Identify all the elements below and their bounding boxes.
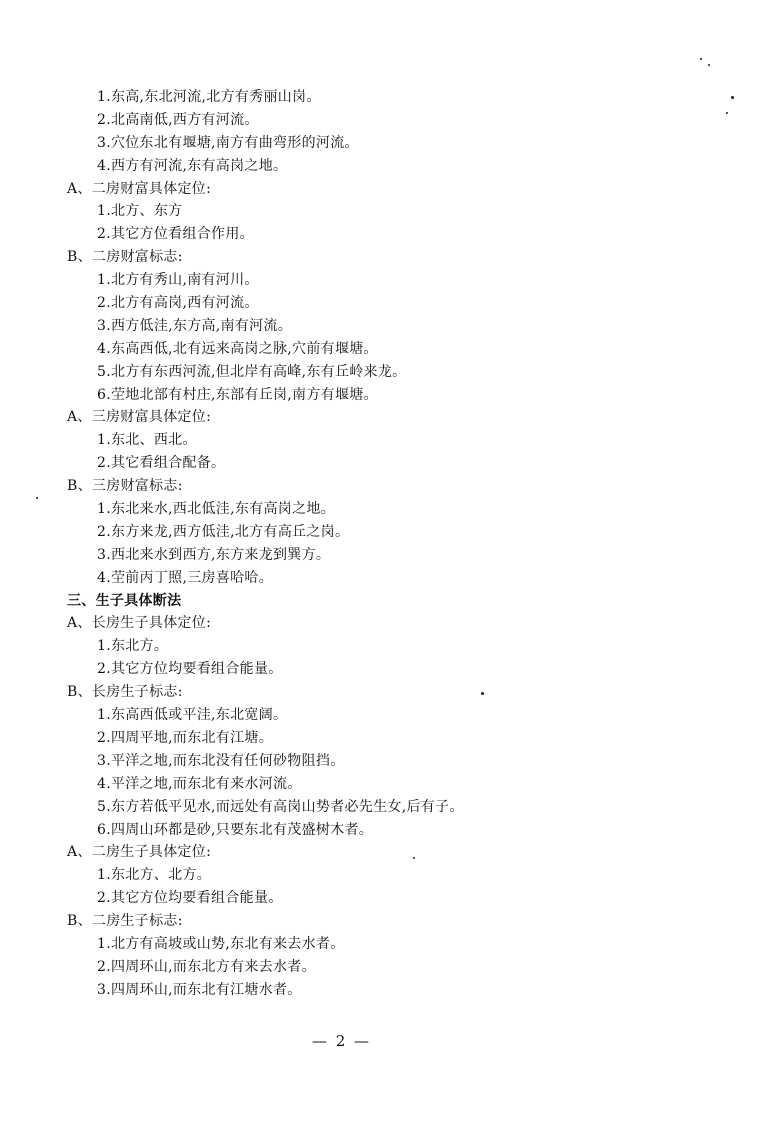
list-item: 2.其它方位均要看组合能量。 — [97, 661, 283, 678]
list-item: 1.东高西低或平洼,东北宽阔。 — [97, 707, 288, 724]
list-item: 4.茔前丙丁照,三房喜哈哈。 — [97, 569, 274, 586]
scan-speck — [481, 692, 484, 695]
list-item: 2.北高南低,西方有河流。 — [97, 111, 259, 128]
list-item: 3.西北来水到西方,东方来龙到巽方。 — [97, 546, 331, 563]
sub-heading: B、长房生子标志: — [67, 684, 183, 701]
list-item: 6.茔地北部有村庄,东部有丘岗,南方有堰塘。 — [97, 386, 378, 403]
list-item: 4.东高西低,北有远来高岗之脉,穴前有堰塘。 — [97, 340, 378, 357]
sub-heading: B、三房财富标志: — [67, 478, 183, 495]
list-item: 2.北方有高岗,西有河流。 — [97, 295, 259, 312]
list-item: 1.北方、东方 — [97, 203, 183, 220]
sub-heading: A、二房生子具体定位: — [67, 844, 212, 861]
list-item: 1.北方有秀山,南有河川。 — [97, 272, 259, 289]
list-item: 1.东北方。 — [97, 638, 169, 655]
list-item: 5.北方有东西河流,但北岸有高峰,东有丘岭来龙。 — [97, 363, 407, 380]
list-item: 3.西方低洼,东方高,南有河流。 — [97, 317, 293, 334]
sub-heading: A、二房财富具体定位: — [67, 180, 212, 197]
list-item: 3.穴位东北有堰塘,南方有曲弯形的河流。 — [97, 134, 359, 151]
list-item: 2.其它方位均要看组合能量。 — [97, 890, 283, 907]
list-item: 4.西方有河流,东有高岗之地。 — [97, 157, 288, 174]
sub-heading: B、二房生子标志: — [67, 913, 183, 930]
list-item: 3.平洋之地,而东北没有任何砂物阻挡。 — [97, 752, 345, 769]
list-item: 2.四周环山,而东北方有来去水者。 — [97, 958, 316, 975]
section-heading: 三、生子具体断法 — [67, 592, 182, 609]
page-body — [67, 86, 707, 1002]
list-item: 4.平洋之地,而东北有来水河流。 — [97, 775, 302, 792]
list-item: 2.东方来龙,西方低洼,北方有高丘之岗。 — [97, 523, 350, 540]
list-item: 2.其它看组合配备。 — [97, 455, 226, 472]
list-item: 1.东北方、北方。 — [97, 867, 212, 884]
list-item: 3.四周环山,而东北有江塘水者。 — [97, 981, 302, 998]
page-number: — 2 — — [311, 1032, 372, 1050]
list-item: 1.东北来水,西北低洼,东有高岗之地。 — [97, 501, 335, 518]
scan-speck — [36, 497, 38, 499]
list-item: 5.东方若低平见水,而远处有高岗山势者必先生女,后有子。 — [97, 798, 464, 815]
sub-heading: A、长房生子具体定位: — [67, 615, 212, 632]
scan-speck — [700, 58, 702, 60]
scan-speck — [731, 96, 734, 99]
sub-heading: A、三房财富具体定位: — [67, 409, 212, 426]
list-item: 1.东北、西北。 — [97, 432, 197, 449]
list-item: 1.北方有高坡或山势,东北有来去水者。 — [97, 935, 345, 952]
scan-speck — [413, 857, 415, 859]
scan-speck — [708, 64, 710, 66]
scan-speck — [726, 112, 728, 114]
list-item: 1.东高,东北河流,北方有秀丽山岗。 — [97, 89, 321, 105]
list-item: 6.四周山环都是砂,只要东北有茂盛树木者。 — [97, 821, 374, 838]
list-item: 2.其它方位看组合作用。 — [97, 226, 254, 243]
sub-heading: B、二房财富标志: — [67, 249, 183, 266]
list-item: 2.四周平地,而东北有江塘。 — [97, 729, 274, 746]
